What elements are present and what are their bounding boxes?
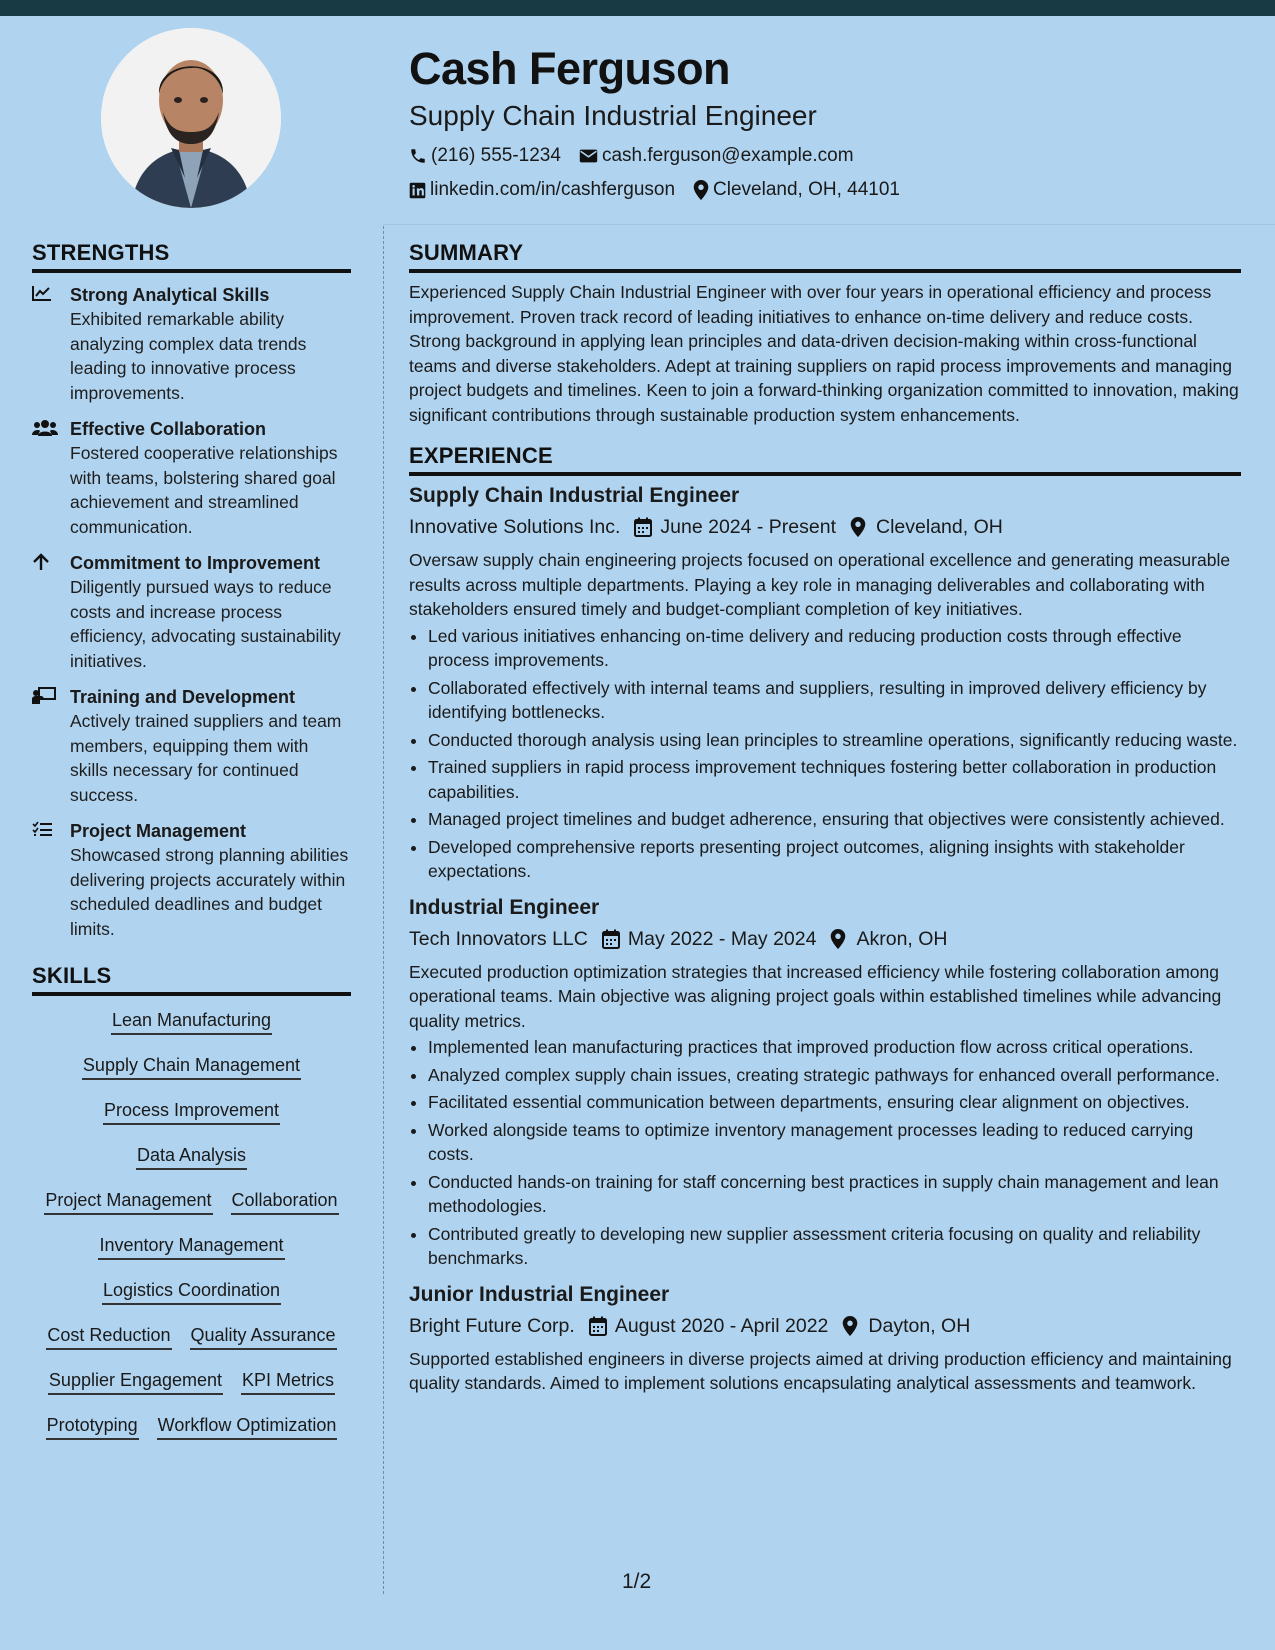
job-meta <box>409 924 1241 954</box>
map-pin-icon <box>850 517 866 537</box>
job-bullet: • Led various initiatives enhancing on-time delivery and reducing production costs through effective process improvements. <box>428 624 1241 673</box>
skill-tag: Supply Chain Management <box>82 1053 301 1080</box>
phone-contact[interactable] <box>409 145 561 167</box>
job-title: Supply Chain Industrial Engineer <box>409 484 740 507</box>
left-column <box>32 240 351 1458</box>
chart-line-icon <box>32 283 70 405</box>
job-location: Akron, OH <box>856 927 948 950</box>
job-bullet: • Conducted thorough analysis using lean principles to streamline operations, significantly reducing waste. <box>428 728 1241 753</box>
summary-heading: SUMMARY <box>409 240 1241 273</box>
skill-tag: KPI Metrics <box>241 1368 335 1395</box>
skills-row <box>32 1413 351 1458</box>
skills-row <box>32 1233 351 1278</box>
job-bullets <box>409 1035 1241 1271</box>
skills-row <box>32 1008 351 1053</box>
job-bullet: • Collaborated effectively with internal teams and suppliers, resulting in improved delivery efficiency by identifying bottlenecks. <box>428 676 1241 725</box>
calendar-icon <box>589 1316 607 1336</box>
skills-row <box>32 1278 351 1323</box>
skills-heading: SKILLS <box>32 963 351 996</box>
skills-row <box>32 1143 351 1188</box>
skill-tag: Logistics Coordination <box>102 1278 281 1305</box>
envelope-icon <box>579 148 598 164</box>
job-description: Executed production optimization strategies that increased efficiency while fostering collaboration among operational teams. Main objective was aligning project goals within established timelines while advancing quality metrics. <box>409 961 1222 1031</box>
strength-desc: Fostered cooperative relationships with teams, bolstering shared goal achievement and streamlined communication. <box>70 443 338 537</box>
job-description: Oversaw supply chain engineering projects focused on operational excellence and generating measurable results across multiple departments. Playing a key role in managing deliverables and collaborating with stakeholders ensured timely and budget-compliant completion of key initiatives. <box>409 550 1231 619</box>
skill-tag: Process Improvement <box>103 1098 280 1125</box>
job-location: Cleveland, OH <box>876 516 1003 538</box>
skills-row <box>32 1053 351 1098</box>
job-meta <box>409 512 1241 542</box>
company-name: Innovative Solutions Inc. <box>409 516 621 538</box>
job-bullet: • Facilitated essential communication between departments, ensuring clear alignment on objectives. <box>428 1090 1241 1115</box>
resume-header <box>409 40 1249 206</box>
email-text: cash.ferguson@example.com <box>601 145 854 166</box>
job-bullet: • Analyzed complex supply chain issues, creating strategic pathways for enhanced overall performance. <box>428 1063 1241 1088</box>
strength-title: Training and Development <box>70 687 296 707</box>
job-bullet: • Implemented lean manufacturing practices that improved production flow across critical operations. <box>428 1035 1241 1060</box>
portrait-image <box>101 28 281 208</box>
skill-tag: Data Analysis <box>136 1143 247 1170</box>
calendar-icon <box>634 517 652 537</box>
skill-tag: Inventory Management <box>98 1233 284 1260</box>
candidate-title: Supply Chain Industrial Engineer <box>409 100 817 131</box>
skills-row <box>32 1188 351 1233</box>
job-meta <box>409 1311 1241 1341</box>
strength-desc: Showcased strong planning abilities delivering projects accurately within scheduled deadlines and budget limits. <box>70 845 349 939</box>
experience-list <box>409 482 1241 1396</box>
skill-tag: Lean Manufacturing <box>111 1008 272 1035</box>
skills-row <box>32 1098 351 1143</box>
users-icon <box>32 417 70 539</box>
map-pin-icon <box>842 1316 858 1336</box>
job-location: Dayton, OH <box>868 1314 971 1337</box>
map-pin-icon <box>830 929 846 949</box>
job-title: Industrial Engineer <box>409 895 600 919</box>
strength-title: Project Management <box>70 821 247 841</box>
location-contact <box>693 179 900 201</box>
skill-tag: Project Management <box>44 1188 212 1215</box>
experience-entry <box>409 894 1241 1271</box>
skill-tag: Prototyping <box>46 1413 139 1440</box>
summary-text: Experienced Supply Chain Industrial Engineer with over four years in operational efficiency and process improvement. Proven track record of leading initiatives to enhance on-time delivery and reduce costs. Strong background in applying lean principles and data-driven decision-making within cross-functional teams and diverse stakeholders. Adept at training suppliers on rapid process improvements and managing project budgets and timelines. Keen to join a forward-thinking organization committed to innovation, making significant contributions through sustainable production system enhancements. <box>409 282 1239 425</box>
strength-item <box>32 551 351 673</box>
skill-tag: Collaboration <box>231 1188 339 1215</box>
job-bullets <box>409 624 1241 884</box>
strength-item <box>32 283 351 405</box>
strength-desc: Actively trained suppliers and team members, equipping them with skills necessary for continued success. <box>70 711 342 805</box>
skills-row <box>32 1323 351 1368</box>
strength-item <box>32 819 351 941</box>
phone-icon <box>409 147 427 165</box>
job-bullet: • Managed project timelines and budget adherence, ensuring that objectives were consistently achieved. <box>428 807 1241 832</box>
job-dates: June 2024 - Present <box>660 516 837 538</box>
strength-title: Strong Analytical Skills <box>70 285 270 305</box>
contact-line-2 <box>409 174 1249 206</box>
strength-item <box>32 685 351 807</box>
right-column <box>409 240 1241 1396</box>
arrow-up-icon <box>32 551 70 673</box>
job-dates: May 2022 - May 2024 <box>627 927 817 950</box>
experience-entry <box>409 482 1241 884</box>
strength-desc: Diligently pursued ways to reduce costs and increase process efficiency, advocating sustainability initiatives. <box>70 577 341 671</box>
experience-entry <box>409 1281 1241 1396</box>
skills-list <box>32 1008 351 1458</box>
presentation-icon <box>32 685 70 807</box>
header-divider <box>383 224 1275 225</box>
strength-desc: Exhibited remarkable ability analyzing complex data trends leading to innovative process improvements. <box>70 309 307 403</box>
strengths-heading: STRENGTHS <box>32 240 351 273</box>
skill-tag: Workflow Optimization <box>157 1413 338 1440</box>
candidate-name: Cash Ferguson <box>409 43 731 94</box>
linkedin-text: linkedin.com/in/cashferguson <box>430 179 676 200</box>
company-name: Tech Innovators LLC <box>409 927 588 950</box>
strength-item <box>32 417 351 539</box>
job-bullet: • Trained suppliers in rapid process improvement techniques fostering better collaboration in production capabilities. <box>428 755 1241 804</box>
job-description: Supported established engineers in diverse projects aimed at driving production efficiency and maintaining quality standards. Aimed to implement solutions encapsulating analytical assessments and teamwork. <box>409 1348 1232 1393</box>
linkedin-icon <box>409 182 426 199</box>
contact-line-1 <box>409 140 1249 172</box>
phone-text: (216) 555-1234 <box>431 145 561 166</box>
calendar-icon <box>602 929 620 949</box>
job-bullet: • Contributed greatly to developing new supplier assessment criteria focusing on quality and reliability benchmarks. <box>428 1222 1241 1271</box>
list-check-icon <box>32 819 70 941</box>
strength-title: Commitment to Improvement <box>70 553 321 573</box>
skill-tag: Quality Assurance <box>190 1323 337 1350</box>
strength-title: Effective Collaboration <box>70 419 267 439</box>
job-bullet: • Worked alongside teams to optimize inventory management processes leading to reduced carrying costs. <box>428 1118 1241 1167</box>
page-number: 1/2 <box>622 1570 652 1593</box>
map-pin-icon <box>693 180 709 200</box>
job-dates: August 2020 - April 2022 <box>614 1314 829 1337</box>
experience-heading: EXPERIENCE <box>409 443 1241 476</box>
location-text: Cleveland, OH, 44101 <box>713 179 900 200</box>
job-bullet: • Developed comprehensive reports presenting project outcomes, aligning insights with stakeholder expectations. <box>428 835 1241 884</box>
company-name: Bright Future Corp. <box>409 1314 575 1337</box>
skill-tag: Cost Reduction <box>46 1323 171 1350</box>
job-title: Junior Industrial Engineer <box>409 1282 670 1306</box>
column-divider <box>383 226 384 1594</box>
job-bullet: • Conducted hands-on training for staff concerning best practices in supply chain management and lean methodologies. <box>428 1170 1241 1219</box>
linkedin-contact[interactable] <box>409 179 675 201</box>
profile-photo <box>101 28 281 208</box>
skills-row <box>32 1368 351 1413</box>
email-contact[interactable] <box>579 145 854 167</box>
top-bar <box>0 0 1275 16</box>
skill-tag: Supplier Engagement <box>48 1368 223 1395</box>
